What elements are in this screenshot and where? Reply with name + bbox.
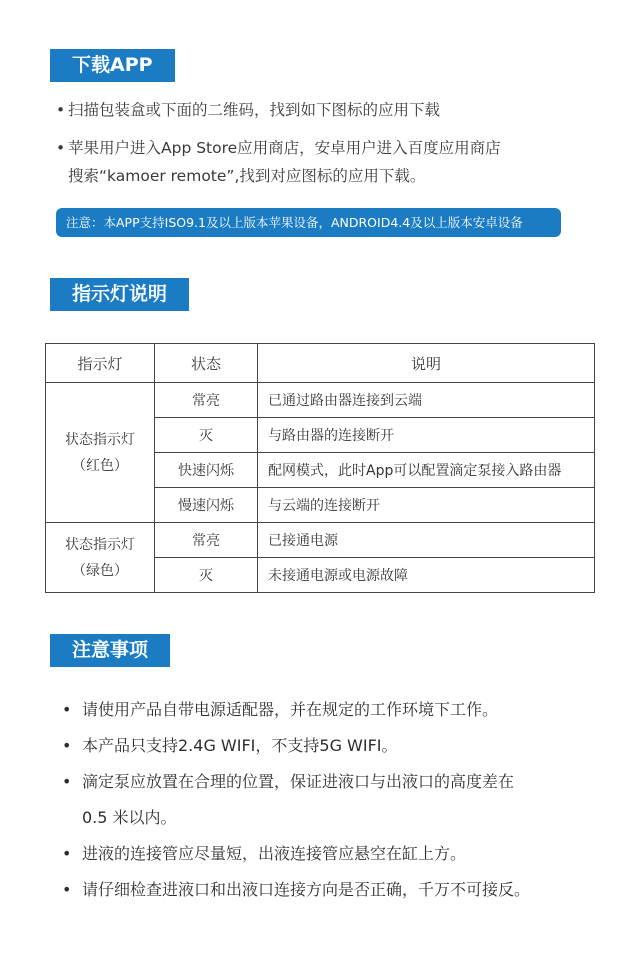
note-text: 请使用产品自带电源适配器，并在规定的工作环境下工作。 [82,700,499,719]
notes-heading: 注意事项 [50,634,170,667]
bullet-dot: • [62,736,72,755]
bullet-dot: • [62,700,72,719]
note-item-5 [62,872,530,908]
description-cell: 与路由器的连接断开 [258,418,595,453]
bullet-dot: • [62,772,72,791]
indicator-heading: 指示灯说明 [50,278,189,311]
note-text: 请仔细检查进液口和出液口连接方向是否正确，千万不可接反。 [82,880,531,899]
note-item-2 [62,728,398,764]
table-row [46,523,595,558]
bullet-text: 扫描包装盒或下面的二维码，找到如下图标的应用下载 [68,101,441,119]
state-cell: 灭 [155,558,258,593]
bullet-dot: • [56,101,66,119]
state-cell: 慢速闪烁 [155,488,258,523]
indicator-table [45,343,595,593]
download-bullet-2 [56,134,501,190]
description-cell: 已通过路由器连接到云端 [258,383,595,418]
indicator-green-name: 状态指示灯 [65,536,135,553]
note-text: 滴定泵应放置在合理的位置，保证进液口与出液口的高度差在 [82,772,515,791]
bullet-dot: • [56,139,66,157]
state-cell: 常亮 [155,383,258,418]
indicator-red-cell [46,383,155,523]
indicator-green-cell [46,523,155,593]
download-bullet-1 [56,96,440,124]
download-app-heading: 下载APP [50,49,175,82]
description-cell: 已接通电源 [258,523,595,558]
header-indicator: 指示灯 [46,344,155,383]
note-item-3 [62,764,514,836]
header-description: 说明 [258,344,595,383]
note-text-continued: 0.5 米以内。 [82,808,177,827]
indicator-red-name: 状态指示灯 [65,431,135,448]
description-cell: 与云端的连接断开 [258,488,595,523]
support-notice-badge: 注意：本APP支持ISO9.1及以上版本苹果设备，ANDROID4.4及以上版本安卓设备 [56,208,561,237]
bullet-dot: • [62,844,72,863]
state-cell: 灭 [155,418,258,453]
description-cell: 配网模式，此时App可以配置滴定泵接入路由器 [258,453,595,488]
state-cell: 快速闪烁 [155,453,258,488]
bullet-dot: • [62,880,72,899]
note-item-4 [62,836,466,872]
description-cell: 未接通电源或电源故障 [258,558,595,593]
state-cell: 常亮 [155,523,258,558]
bullet-text-continued: 搜索“kamoer remote”,找到对应图标的应用下载。 [68,167,426,185]
bullet-text: 苹果用户进入App Store应用商店，安卓用户进入百度应用商店 [68,139,501,157]
note-item-1 [62,692,498,728]
indicator-green-color: （绿色） [72,562,128,579]
table-row [46,383,595,418]
indicator-red-color: （红色） [72,457,128,474]
note-text: 进液的连接管应尽量短，出液连接管应悬空在缸上方。 [82,844,467,863]
table-header-row [46,344,595,383]
header-state: 状态 [155,344,258,383]
note-text: 本产品只支持2.4G WIFI，不支持5G WIFI。 [82,736,398,755]
